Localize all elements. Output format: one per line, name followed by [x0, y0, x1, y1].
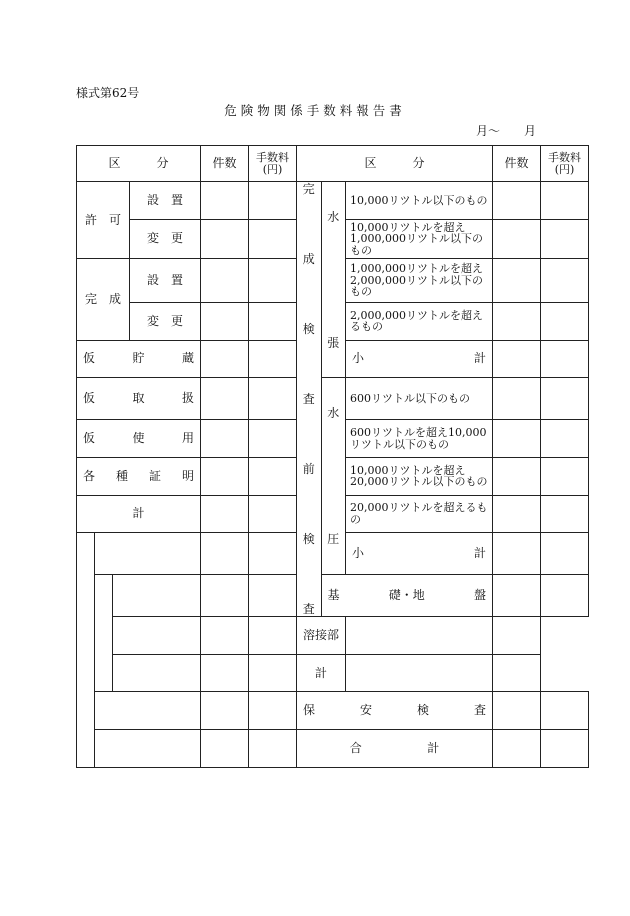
permit-change-label: 変 更: [130, 219, 201, 259]
water-pressure-label: 水 圧: [321, 378, 346, 575]
grand-total-count: [493, 730, 541, 768]
blank-entry-2-fee: [249, 575, 297, 617]
wp-small-total-fee: [541, 533, 589, 575]
wf-small-total-fee: [541, 340, 589, 378]
temp-storage-count: [201, 340, 249, 378]
completion-change-count: [201, 302, 249, 340]
blank-entry-2-count: [201, 575, 249, 617]
wp-item-3-count: [493, 457, 541, 495]
left-subtotal-count: [201, 495, 249, 533]
left-subtotal-label: 計: [77, 495, 201, 533]
wf-item-2: 10,000リツトルを超え1,000,000リツトル以下のもの: [346, 219, 493, 259]
wf-item-3: 1,000,000リツトルを超え2,000,000リツトル以下のもの: [346, 259, 493, 303]
blank-entry-4: [113, 654, 201, 692]
welding-label: 溶 接 部: [297, 617, 346, 655]
safety-inspection-fee: [541, 692, 589, 730]
wp-item-1: 600リツトル以下のもの: [346, 378, 493, 420]
blank-entry-1-count: [201, 533, 249, 575]
blank-margin-col-2: [95, 575, 113, 692]
wp-item-1-fee: [541, 378, 589, 420]
wp-small-total-label: 小 計: [346, 533, 493, 575]
temp-handling-fee: [249, 378, 297, 420]
blank-entry-2: [113, 575, 201, 617]
permit-install-label: 設 置: [130, 182, 201, 220]
wf-item-1: 10,000リツトル以下のもの: [346, 182, 493, 220]
left-subtotal-fee: [249, 495, 297, 533]
certificates-label: 各 種 証 明: [77, 457, 201, 495]
foundation-fee: [541, 575, 589, 617]
blank-entry-4-count: [201, 654, 249, 692]
wf-small-total-count: [493, 340, 541, 378]
blank-entry-5-fee: [249, 692, 297, 730]
completion-change-fee: [249, 302, 297, 340]
blank-entry-3-count: [201, 617, 249, 655]
wf-item-4: 2,000,000リツトルを超えるもの: [346, 302, 493, 340]
wp-item-3-fee: [541, 457, 589, 495]
wf-item-1-fee: [541, 182, 589, 220]
permit-change-fee: [249, 219, 297, 259]
header-fee-right: 手数料 (円): [541, 146, 589, 182]
wf-item-2-fee: [541, 219, 589, 259]
completion-install-label: 設 置: [130, 259, 201, 303]
right-subtotal-label: 計: [297, 654, 346, 692]
blank-entry-4-fee: [249, 654, 297, 692]
wp-item-1-count: [493, 378, 541, 420]
wp-item-4-fee: [541, 495, 589, 533]
wp-item-2-fee: [541, 420, 589, 458]
blank-entry-6-fee: [249, 730, 297, 768]
completion-change-label: 変 更: [130, 302, 201, 340]
grand-total-label: 合 計: [297, 730, 493, 768]
permit-change-count: [201, 219, 249, 259]
certificates-fee: [249, 457, 297, 495]
welding-count: [346, 617, 493, 655]
temp-storage-fee: [249, 340, 297, 378]
wf-item-3-fee: [541, 259, 589, 303]
permit-label: 許 可: [77, 182, 130, 259]
pre-completion-inspection-label: 完 成 検 査 前 検 査: [297, 182, 322, 617]
header-category-right: 区 分: [297, 146, 493, 182]
temp-handling-count: [201, 378, 249, 420]
header-category-left: 区 分: [77, 146, 201, 182]
blank-entry-5: [95, 692, 201, 730]
wf-item-1-count: [493, 182, 541, 220]
blank-entry-3-fee: [249, 617, 297, 655]
blank-entry-3: [113, 617, 201, 655]
wf-item-4-count: [493, 302, 541, 340]
completion-install-count: [201, 259, 249, 303]
form-title: 危険物関係手数料報告書: [224, 103, 406, 118]
blank-entry-1: [95, 533, 201, 575]
header-count-right: 件数: [493, 146, 541, 182]
grand-total-fee: [541, 730, 589, 768]
temp-use-label: 仮 使 用: [77, 420, 201, 458]
header-count-left: 件数: [201, 146, 249, 182]
wf-item-3-count: [493, 259, 541, 303]
wp-item-2: 600リツトルを超え10,000リツトル以下のもの: [346, 420, 493, 458]
temp-use-count: [201, 420, 249, 458]
permit-install-count: [201, 182, 249, 220]
safety-inspection-count: [493, 692, 541, 730]
right-subtotal-count: [346, 654, 493, 692]
wp-item-4: 20,000リツトルを超えるもの: [346, 495, 493, 533]
completion-install-fee: [249, 259, 297, 303]
blank-entry-5-count: [201, 692, 249, 730]
blank-entry-6: [95, 730, 201, 768]
welding-fee: [493, 617, 541, 655]
header-fee-left: 手数料 (円): [249, 146, 297, 182]
blank-margin-col-1: [77, 533, 95, 768]
temp-handling-label: 仮 取 扱: [77, 378, 201, 420]
wp-item-4-count: [493, 495, 541, 533]
wf-small-total-label: 小 計: [346, 340, 493, 378]
wf-item-2-count: [493, 219, 541, 259]
wp-item-3: 10,000リツトルを超え20,000リツトル以下のもの: [346, 457, 493, 495]
temp-use-fee: [249, 420, 297, 458]
blank-entry-6-count: [201, 730, 249, 768]
form-number: 様式第62号: [76, 86, 140, 100]
foundation-label: 基 礎・地 盤: [321, 575, 493, 617]
wp-small-total-count: [493, 533, 541, 575]
blank-entry-1-fee: [249, 533, 297, 575]
temp-storage-label: 仮 貯 蔵: [77, 340, 201, 378]
right-subtotal-fee: [493, 654, 541, 692]
certificates-count: [201, 457, 249, 495]
wf-item-4-fee: [541, 302, 589, 340]
report-period: 月〜 月: [476, 124, 537, 138]
foundation-count: [493, 575, 541, 617]
fee-report-table: [76, 145, 589, 768]
completion-label: 完 成: [77, 259, 130, 340]
safety-inspection-label: 保 安 検 査: [297, 692, 493, 730]
wp-item-2-count: [493, 420, 541, 458]
permit-install-fee: [249, 182, 297, 220]
water-filling-label: 水 張: [321, 182, 346, 378]
